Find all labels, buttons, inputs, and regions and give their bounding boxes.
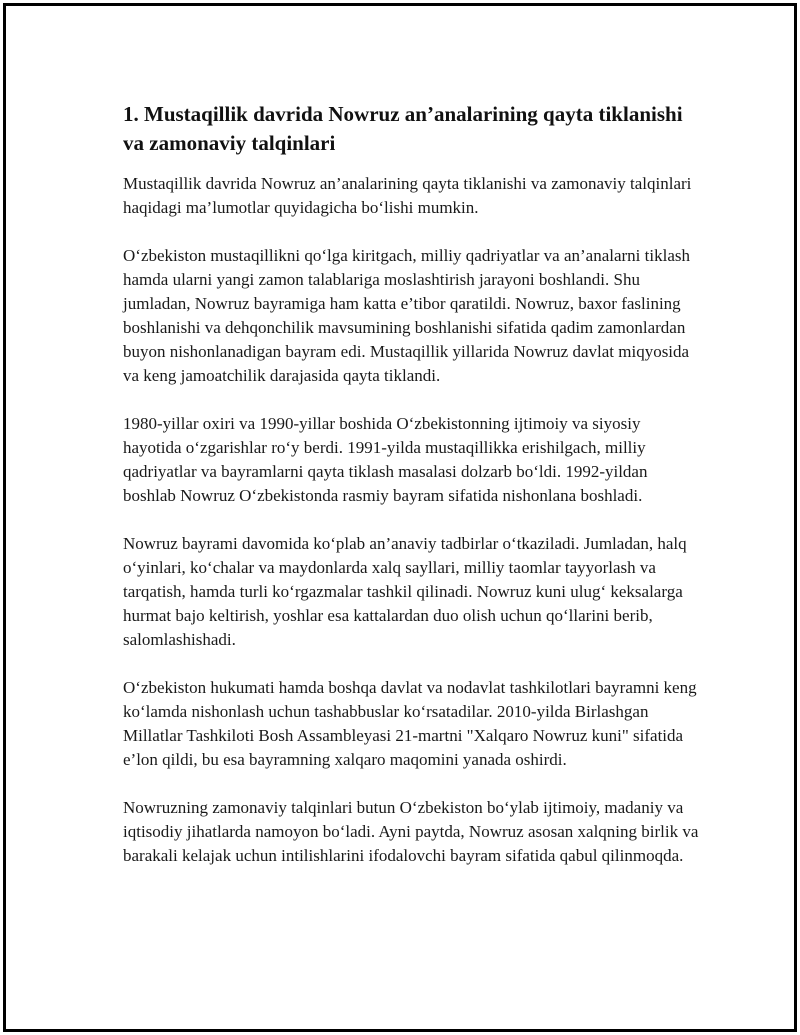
paragraph-intro: Mustaqillik davrida Nowruz an’analarining qayta tiklanishi va zamonaviy talqinlari haqidagi ma’lumotlar quyidagicha bo‘lishi mumkin. bbox=[123, 174, 692, 217]
document-title: 1. Mustaqillik davrida Nowruz an’analarining qayta tiklanishi va zamonaviy talqinlari bbox=[123, 102, 683, 155]
page-frame bbox=[3, 3, 797, 1032]
paragraph-modern-interpretations: Nowruzning zamonaviy talqinlari butun O‘zbekiston bo‘ylab ijtimoiy, madaniy va iqtisodiy jihatlarda namoyon bo‘ladi. Ayni paytda, Nowruz asosan xalqning birlik va barakali kelajak uchun intilishlarini ifodalovchi bayram sifatida qabul qilinmoqda. bbox=[123, 798, 699, 865]
paragraph-international-status: O‘zbekiston hukumati hamda boshqa davlat va nodavlat tashkilotlari bayramni keng ko‘lamda nishonlash uchun tashabbuslar ko‘rsatadilar. 2010-yilda Birlashgan Millatlar Tashkiloti Bosh Assambleyasi 21-martni "Xalqaro Nowruz kuni" sifatida e’lon qildi, bu esa bayramning xalqaro maqomini yanada oshirdi. bbox=[123, 678, 697, 769]
paragraph-traditions: Nowruz bayrami davomida ko‘plab an’anaviy tadbirlar o‘tkaziladi. Jumladan, halq o‘yinlari, ko‘chalar va maydonlarda xalq sayllari, milliy taomlar tayyorlash va tarqatish, hamda turli ko‘rgazmalar tashkil qilinadi. Nowruz kuni ulug‘ keksalarga hurmat bajo keltirish, yoshlar esa kattalardan duo olish uchun qo‘llarini berib, salomlashishadi. bbox=[123, 534, 687, 649]
paragraph-independence-revival: O‘zbekiston mustaqillikni qo‘lga kiritgach, milliy qadriyatlar va an’analarni tiklash hamda ularni yangi zamon talablariga moslashtirish jarayoni boshlandi. Shu jumladan, Nowruz bayramiga ham katta e’tibor qaratildi. Nowruz, baxor faslining boshlanishi va dehqonchilik mavsumining boshlanishi sifatida qadim zamonlardan buyon nishonlanadigan bayram edi. Mustaqillik yillarida Nowruz davlat miqyosida va keng jamoatchilik darajasida qayta tiklandi. bbox=[123, 246, 690, 385]
document-body bbox=[123, 100, 703, 892]
paragraph-history-1990s: 1980-yillar oxiri va 1990-yillar boshida O‘zbekistonning ijtimoiy va siyosiy hayotida o‘zgarishlar ro‘y berdi. 1991-yilda mustaqillikka erishilgach, milliy qadriyatlar va bayramlarni qayta tiklash masalasi dolzarb bo‘ldi. 1992-yildan boshlab Nowruz O‘zbekistonda rasmiy bayram sifatida nishonlana boshladi. bbox=[123, 414, 648, 505]
